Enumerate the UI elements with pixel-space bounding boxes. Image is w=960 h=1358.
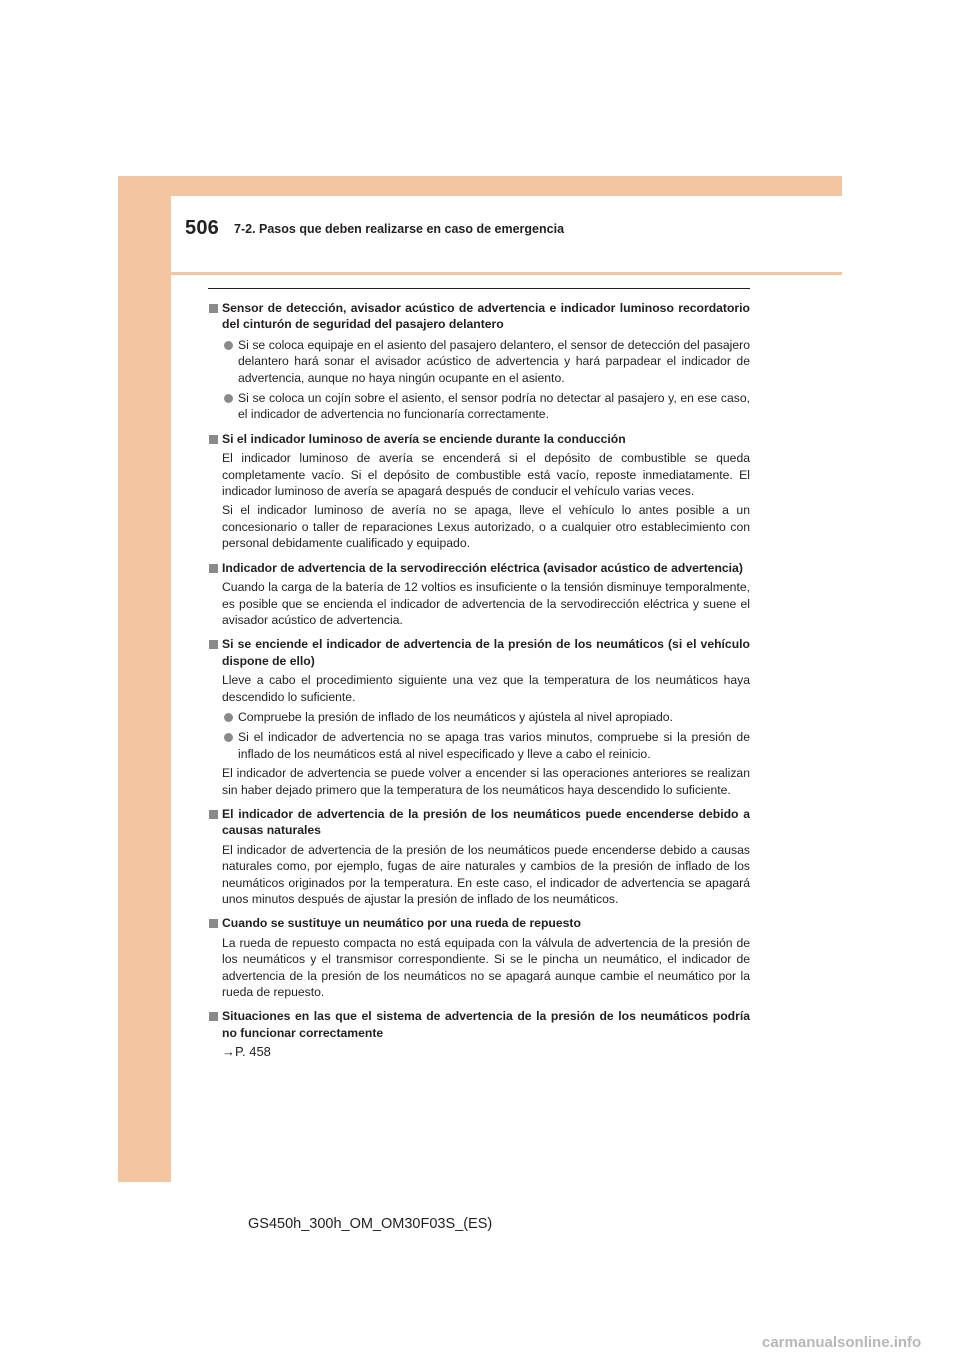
main-content bbox=[208, 292, 750, 1061]
section-title-text: Si se enciende el indicador de advertencia de la presión de los neumáticos (si el vehículo dispone de ello) bbox=[222, 637, 750, 668]
section-title bbox=[208, 915, 750, 931]
circle-bullet-icon bbox=[224, 341, 233, 350]
bullet-item bbox=[208, 729, 750, 762]
section-title-text: El indicador de advertencia de la presión de los neumáticos puede encenderse debido a causas naturales bbox=[222, 806, 750, 838]
paragraph: El indicador de advertencia de la presión de los neumáticos puede encenderse debido a causas naturales como, por ejemplo, fugas de aire naturales y cambios de la presión de inflado de los neumáticos originados por la temperatura. En este caso, el indicador de advertencia se apagará unos minutos después de ajustar la presión de inflado de los neumáticos. bbox=[222, 842, 750, 906]
chapter-title: 7-2. Pasos que deben realizarse en caso de emergencia bbox=[234, 222, 565, 236]
bullet-item bbox=[208, 390, 750, 423]
section-title-text: Sensor de detección, avisador acústico de advertencia e indicador luminoso recordatorio del cinturón de seguridad del pasajero delantero bbox=[222, 301, 750, 332]
page-number: 506 bbox=[185, 217, 219, 239]
circle-bullet-icon bbox=[224, 733, 233, 742]
circle-bullet-icon bbox=[224, 394, 233, 403]
section-title-text: Si el indicador luminoso de avería se enciende durante la conducción bbox=[222, 431, 626, 446]
section-title bbox=[208, 300, 750, 333]
square-bullet-icon bbox=[209, 435, 218, 444]
section-title bbox=[208, 1008, 750, 1041]
section-title-text: Cuando se sustituye un neumático por una rueda de repuesto bbox=[222, 916, 581, 931]
bullet-item bbox=[208, 709, 750, 725]
paragraph: Cuando la carga de la batería de 12 voltios es insuficiente o la tensión disminuye temporalmente, es posible que se encienda el indicador de advertencia de la servodirección eléctrica y suene el avisador acústico de advertencia. bbox=[222, 580, 750, 627]
circle-bullet-icon bbox=[224, 713, 233, 722]
header-rule bbox=[171, 272, 842, 275]
section-title bbox=[208, 560, 750, 576]
section-title-text: Situaciones en las que el sistema de advertencia de la presión de los neumáticos podría no funcionar correctamente bbox=[222, 1009, 750, 1040]
square-bullet-icon bbox=[209, 640, 218, 649]
watermark: carmanualsonline.info bbox=[762, 1334, 922, 1351]
section-title bbox=[208, 806, 750, 839]
bullet-item bbox=[208, 337, 750, 386]
bullet-text: Compruebe la presión de inflado de los neumáticos y ajústela al nivel apropiado. bbox=[238, 709, 673, 724]
square-bullet-icon bbox=[209, 564, 218, 573]
section-title bbox=[208, 431, 750, 447]
paragraph: Si el indicador luminoso de avería no se apaga, lleve el vehículo lo antes posible a un concesionario o taller de reparaciones Lexus autorizado, o a cualquier otro establecimiento con personal debidamente cualificado y equipado. bbox=[222, 503, 750, 551]
section-title-text: Indicador de advertencia de la servodirección eléctrica (avisador acústico de advertencia) bbox=[222, 560, 743, 575]
paragraph: Lleve a cabo el procedimiento siguiente una vez que la temperatura de los neumáticos haya descendido lo suficiente. bbox=[222, 673, 750, 704]
model-code-footer: GS450h_300h_OM_OM30F03S_(ES) bbox=[248, 1216, 493, 1232]
square-bullet-icon bbox=[209, 810, 218, 819]
bullet-text: Si el indicador de advertencia no se apaga tras varios minutos, compruebe si la presión de inflado de los neumáticos está al nivel especificado y lleve a cabo el reinicio. bbox=[238, 730, 750, 761]
side-color-band bbox=[118, 176, 171, 1182]
square-bullet-icon bbox=[209, 304, 218, 313]
square-bullet-icon bbox=[209, 919, 218, 928]
bullet-text: Si se coloca equipaje en el asiento del pasajero delantero, el sensor de detección del pasajero delantero hará sonar el avisador acústico de advertencia y hará parpadear el indicador de advertencia, aunque no haya ningún ocupante en el asiento. bbox=[238, 337, 750, 385]
section-title bbox=[208, 636, 750, 669]
bullet-text: Si se coloca un cojín sobre el asiento, el sensor podría no detectar al pasajero y, en ese caso, el indicador de advertencia no funcionaría correctamente. bbox=[238, 391, 750, 422]
paragraph: La rueda de repuesto compacta no está equipada con la válvula de advertencia de la presión de los neumáticos y el transmisor correspondiente. Si se le pincha un neumático, el indicador de advertencia de la presión de los neumáticos no se apagará aunque cambie el neumático por la rueda de repuesto. bbox=[222, 935, 750, 1000]
page-reference-link[interactable]: →P. 458 bbox=[222, 1044, 271, 1060]
square-bullet-icon bbox=[209, 1012, 218, 1021]
paragraph: El indicador luminoso de avería se encenderá si el depósito de combustible se queda completamente vacío. Si el depósito de combustible está vacío, reposte inmediatamente. El indicador luminoso de avería se apagará después de conducir el vehículo varias veces. bbox=[222, 451, 750, 499]
content-top-rule bbox=[208, 288, 750, 289]
paragraph: El indicador de advertencia se puede volver a encender si las operaciones anteriores se realizan sin haber dejado primero que la temperatura de los neumáticos haya descendido lo suficiente. bbox=[222, 766, 750, 797]
